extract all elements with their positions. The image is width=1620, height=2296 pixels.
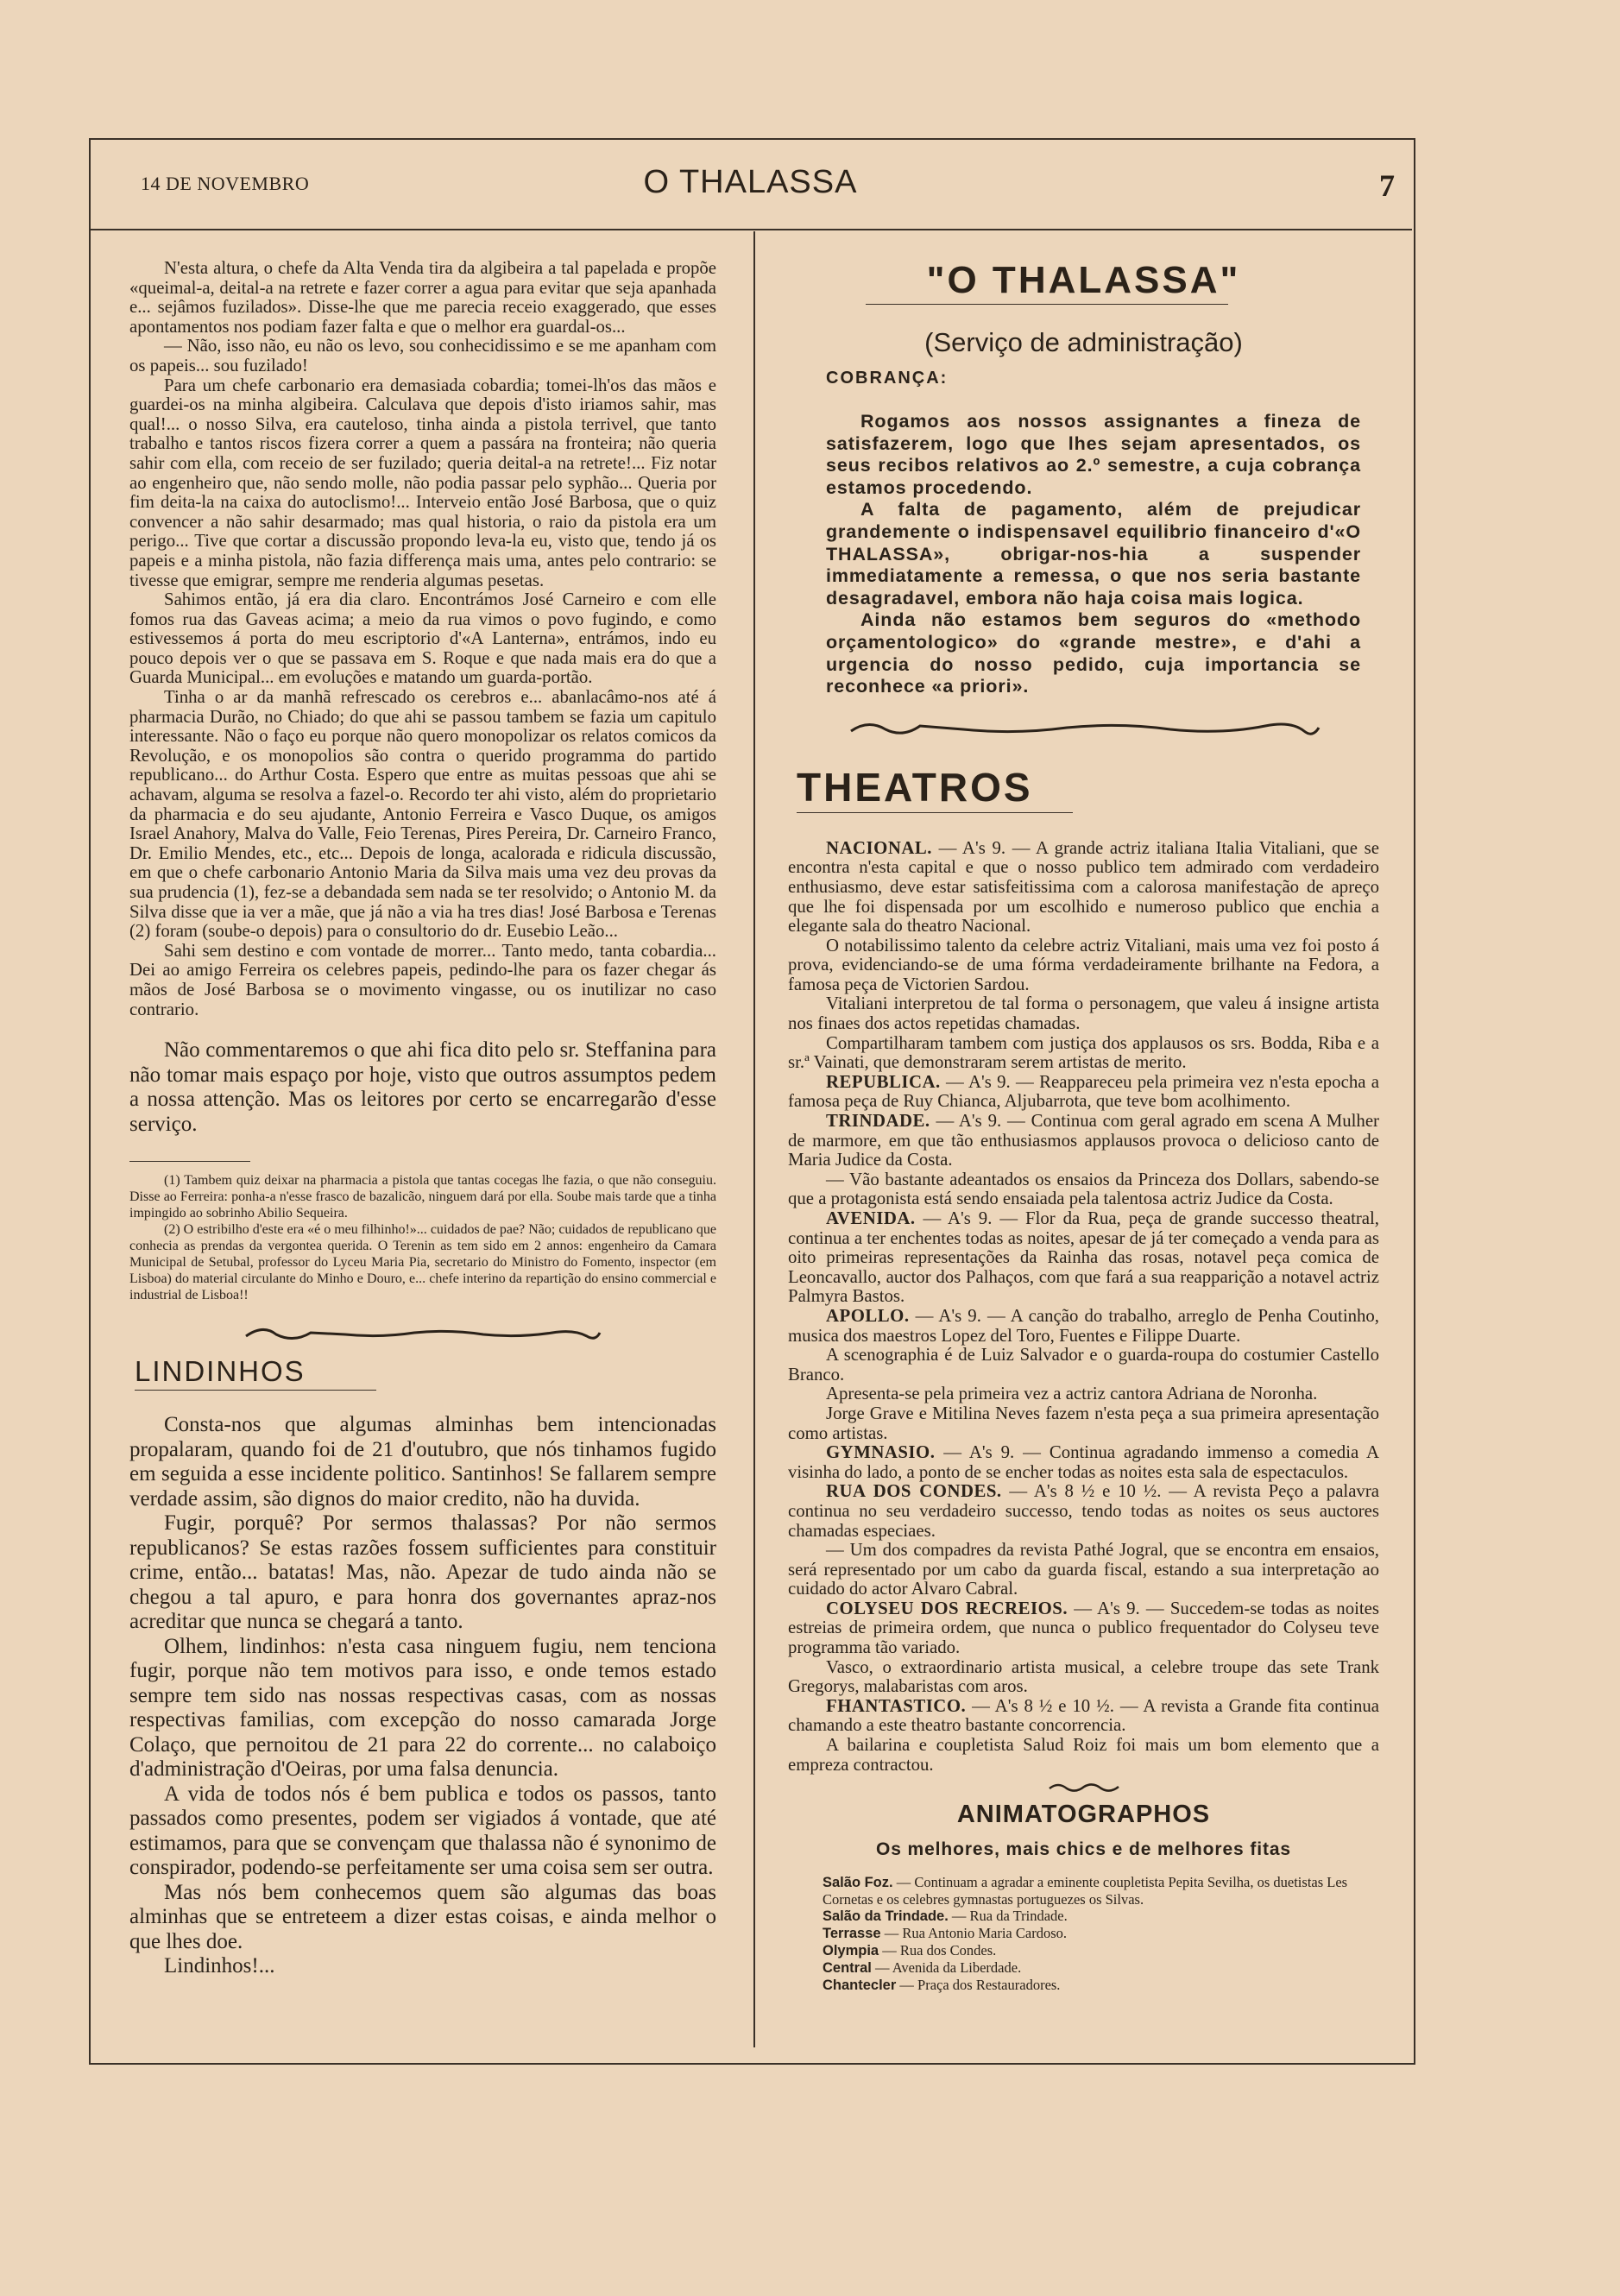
story-paragraph: Sahimos então, já era dia claro. Encontrámos José Carneiro e com elle fomos rua das Gaveas acima; a meio da rua vimos o povo fugindo, e como estivessemos á porta do meu escriptorio d'«A Lanterna», entrámos, indo eu pouco depois ver o que se passava em S. Roque e que nada mais era do que a Guarda Municipal... em evoluções e matando um guarda-portão. bbox=[129, 590, 716, 688]
lindinhos-paragraph: Mas nós bem conhecemos quem são algumas das boas alminhas que se entreteem a dizer estas coisas, e ainda melhor o que lhes doe. bbox=[129, 1880, 716, 1953]
theatre-listing bbox=[788, 1599, 1379, 1658]
theatre-listing bbox=[788, 1658, 1379, 1697]
footnote: (1) Tambem quiz deixar na pharmacia a pistola que tantas cocegas lhe fazia, o que não conseguiu. Disse ao Ferreira: ponha-a n'esse frasco de bazalicão, ninguem dará por ella. Soube mais tarde que a tinha impingido ao sobrinho Abilio Sequeira. bbox=[129, 1173, 716, 1221]
theatre-text: — Vão bastante adeantados os ensaios da Princeza dos Dollars, sabendo-se que a protagonista está sendo ensaiada pela talentosa actriz Judice da Costa. bbox=[788, 1169, 1379, 1209]
theatros-listings bbox=[788, 839, 1379, 1776]
theatre-text: — A's 9. — Continua agradando immenso a comedia A visinha do lado, a ponto de se encher todas as noites esta sala de espectaculos. bbox=[788, 1442, 1379, 1482]
theatre-text: — Um dos compadres da revista Pathé Jogral, que se encontra em ensaios, será representado por um cabo da guarda fiscal, estando a sua interpretação ao cuidado do actor Alvaro Cabral. bbox=[788, 1540, 1379, 1599]
animatographos-subtitle: Os melhores, mais chics e de melhores fitas bbox=[875, 1839, 1292, 1860]
theatre-listing bbox=[788, 1385, 1379, 1404]
theatre-listing bbox=[788, 839, 1379, 937]
lindinhos-paragraph: A vida de todos nós é bem publica e todos os passos, tanto passados como presentes, podem ser vigiados á vontade, que até estimamos, para que se convençam que thalassa não é synonimo de conspirador, podendo-se perfeitamente ser uma coisa sem ser outra. bbox=[129, 1782, 716, 1880]
theatre-name: AVENIDA. bbox=[826, 1208, 916, 1228]
notice-paragraph: A falta de pagamento, além de prejudicar grandemente o indispensavel equilibrio financeiro d'«O THALASSA», obrigar-nos-hia a suspender immediatamente a remessa, o que nos seria bastante desagradavel, embora não haja coisa mais logica. bbox=[826, 499, 1361, 609]
header-date: 14 DE NOVEMBRO bbox=[141, 173, 310, 194]
newspaper-title: O THALASSA bbox=[643, 164, 858, 200]
theatre-listing bbox=[788, 1404, 1379, 1443]
theatre-listing bbox=[788, 1346, 1379, 1385]
theatre-name: REPUBLICA. bbox=[826, 1071, 941, 1092]
cinema-entry bbox=[823, 1977, 1358, 1994]
notice-title: "O THALASSA" bbox=[926, 259, 1241, 301]
theatre-listing bbox=[788, 1034, 1379, 1073]
notice-paragraph: Ainda não estamos bem seguros do «methodo orçamentologico» do «grande mestre», e d'ahi a urgencia do nosso pedido, cuja importancia se reconhece «a priori». bbox=[826, 609, 1361, 697]
theatre-listing bbox=[788, 1443, 1379, 1482]
theatre-name: GYMNASIO. bbox=[826, 1442, 936, 1463]
theatre-text: — A's 9. — Continua com geral agrado em scena A Mulher de marmore, em que tão enthusiasmos applausos provoca o delicioso canto de Maria Judice da Costa. bbox=[788, 1111, 1379, 1170]
notice-paragraph: Rogamos aos nossos assignantes a fineza de satisfazerem, logo que lhes sejam apresentados, os seus recibos relativos ao 2.º semestre, a cuja cobrança estamos procedendo. bbox=[826, 411, 1361, 498]
cinema-name: Salão Foz. bbox=[823, 1875, 893, 1891]
cinema-text: — Avenida da Liberdade. bbox=[871, 1959, 1022, 1977]
theatre-text: Apresenta-se pela primeira vez a actriz cantora Adriana de Noronha. bbox=[826, 1384, 1318, 1404]
theatros-rule bbox=[797, 812, 1073, 813]
theatre-text: — A's 9. — Reappareceu pela primeira vez n'esta epocha a famosa peça de Ruy Chianca, Aljubarrota, que teve bom acolhimento. bbox=[788, 1071, 1379, 1112]
theatre-text: Jorge Grave e Mitilina Neves fazem n'esta peça a sua primeira apresentação como artistas. bbox=[788, 1403, 1379, 1443]
story-paragraph: N'esta altura, o chefe da Alta Venda tira da algibeira a tal papelada e propõe «queimal-a, deital-a na retrete e fazer correr a agua para evitar que seja apanhada e... sejâmos fuzilados». Disse-lhe que me parecia receio exaggerado, que esses apontamentos nos podiam fazer falta e que o melhor era guardal-os... bbox=[129, 258, 716, 337]
notice-subtitle: (Serviço de administração) bbox=[924, 327, 1243, 357]
comment-paragraph: Não commentaremos o que ahi fica dito pelo sr. Steffanina para não tomar mais espaço por hoje, visto que outros assumptos pedem a nossa attenção. Mas os leitores por certo se encarregarão d'esse serviço. bbox=[129, 1038, 716, 1136]
theatre-name: APOLLO. bbox=[826, 1305, 910, 1326]
theatre-text: — A's 9. — A grande actriz italiana Italia Vitaliani, que se encontra n'esta capital e que o nosso publico tem admirado com verdadeiro enthusiasmo, deve estar satisfeitissima com a calorosa manifestação de apreço que lhe foi dispensada por um escolhido e numeroso publico que enchia a elegante sala do theatro Nacional. bbox=[788, 837, 1379, 937]
animatographos-title: ANIMATOGRAPHOS bbox=[956, 1801, 1211, 1829]
theatre-name: NACIONAL. bbox=[826, 837, 932, 858]
theatre-text: Vitaliani interpretou de tal forma o personagem, que valeu á insigne artista nos finaes dos actos repetidas chamadas. bbox=[788, 993, 1379, 1034]
cinema-name: Olympia bbox=[823, 1943, 879, 1959]
theatre-listing bbox=[788, 994, 1379, 1033]
column-divider bbox=[753, 231, 755, 2047]
lindinhos-paragraph: Consta-nos que algumas alminhas bem intencionadas propalaram, quando foi de 21 d'outubro, que nós tinhamos fugido em seguida a esse incidente politico. Santinhos! Se fallarem sempre verdade assim, são dignos do maior credito, não ha duvida. bbox=[129, 1413, 716, 1511]
theatre-listing bbox=[788, 937, 1379, 995]
cinema-text: — Rua dos Condes. bbox=[879, 1942, 997, 1959]
theatre-listing bbox=[788, 1209, 1379, 1307]
ornament-divider bbox=[242, 1322, 604, 1345]
notice-body bbox=[826, 411, 1361, 698]
footnote: (2) O estribilho d'este era «é o meu filhinho!»... cuidados de pae? Não; cuidados de republicano que conhecia as prendas da vergontea querida. O Terenin as tem sido em 2 annos: engenheiro da Camara Municipal de Setubal, professor do Lyceu Maria Pia, secretario do Ministro do Fomento, inspector (em Lisboa) do material circulante do Minho e Douro, e... chefe interino da repartição do ensino commercial e industrial de Lisboa!! bbox=[129, 1222, 716, 1303]
theatre-text: Compartilharam tambem com justiça dos applausos os srs. Bodda, Riba e a sr.ª Vainati, que demonstraram serem artistas de merito. bbox=[788, 1032, 1379, 1073]
theatre-listing bbox=[788, 1697, 1379, 1736]
story-paragraph: Para um chefe carbonario era demasiada cobardia; tomei-lh'os das mãos e guardei-os na minha algibeira. Calculava que depois d'isto iriamos sahir, mas qual!... o nosso Silva, era cauteloso, tinha ainda a pistola terrivel, que tanto trabalho e tantos riscos fizera correr a quem a passára na fronteira; não queria sahir com ella, com receio de ser fuzilado; queria deital-a na retrete!... Fiz notar ao engenheiro que, não sendo molle, não podia passar pelo syphão... Queria por fim deita-la na caixa do autoclismo!... Interveio então José Barbosa, que o quiz convencer a não sahir desarmado; mas qual historia, o raio da pistola era um perigo... Tive que cortar a discussão propondo leva-la eu, visto que, tendo já os papeis e a minha pistola, não fazia differença mais uma, antes pelo contrario: se tivesse que emigrar, sempre me renderia algumas pesetas. bbox=[129, 375, 716, 590]
animatographos-list bbox=[823, 1874, 1358, 1994]
cinema-entry bbox=[823, 1925, 1358, 1942]
lindinhos-paragraph: Fugir, porquê? Por sermos thalassas? Por não sermos republicanos? Se estas razões fossem sufficientes para constituir crime, então... batatas! Mas, não. Apezar de tudo ainda não se chegou a tal apuro, e para honra dos governantes apraz-nos acreditar que nunca se chegará a tanto. bbox=[129, 1511, 716, 1634]
cinema-entry bbox=[823, 1908, 1358, 1925]
lindinhos-paragraph: Olhem, lindinhos: n'esta casa ninguem fugiu, nem tenciona fugir, porque não tem motivos para isso, e onde temos estado sempre tem sido nas nossas respectivas casas, com as nossas respectivas familias, com excepção do nosso camarada Jorge Colaço, que pernoitou de 21 para 22 do corrente... no calaboiço d'administração d'Oeiras, por uma falsa denuncia. bbox=[129, 1634, 716, 1782]
theatre-listing bbox=[788, 1307, 1379, 1346]
cinema-name: Salão da Trindade. bbox=[823, 1908, 949, 1925]
theatre-text: O notabilissimo talento da celebre actriz Vitaliani, mais uma vez foi posto á prova, evidenciando-se de uma fórma verdadeiramente brilhante na Fedora, a famosa peça de Victorien Sardou. bbox=[788, 935, 1379, 994]
cinema-text: — Praça dos Restauradores. bbox=[896, 1977, 1061, 1994]
theatre-listing bbox=[788, 1112, 1379, 1170]
theatre-text: — A's 8 ½ e 10 ½. — A revista Peço a palavra continua no seu verdadeiro successo, tendo todas as noites os seus auctores chamadas especiaes. bbox=[788, 1481, 1379, 1541]
theatros-title: THEATROS bbox=[797, 764, 1033, 810]
theatre-text: A bailarina e coupletista Salud Roiz foi mais um bom elemento que a empreza contractou. bbox=[788, 1735, 1379, 1775]
cinema-name: Central bbox=[823, 1960, 872, 1977]
theatre-text: — A's 9. — Succedem-se todas as noites estreias de primeira ordem, que nunca o publico frequentador do Colyseu teve programma tão variado. bbox=[788, 1598, 1379, 1658]
cobranca-label: COBRANÇA: bbox=[826, 369, 949, 388]
theatre-text: — A's 9. — Flor da Rua, peça de grande successo theatral, continua a ter enchentes todas as noites, apesar de já ter começado a venda para as oito primeiras representações da Rainha das rosas, notavel peça comica de Leoncavallo, auctor dos Palhaços, com que fará a sua reapparição a notavel actriz Palmyra Bastos. bbox=[788, 1208, 1379, 1307]
notice-title-rule bbox=[866, 304, 1228, 305]
theatre-text: Vasco, o extraordinario artista musical, a celebre troupe das sete Trank Gregorys, malabaristas com aros. bbox=[788, 1656, 1379, 1697]
cinema-name: Terrasse bbox=[823, 1926, 881, 1942]
theatre-listing bbox=[788, 1482, 1379, 1541]
theatre-listing bbox=[788, 1170, 1379, 1209]
theatre-name: TRINDADE. bbox=[826, 1111, 930, 1132]
cinema-name: Chantecler bbox=[823, 1977, 897, 1994]
cinema-text: — Rua Antonio Maria Cardoso. bbox=[880, 1925, 1067, 1942]
ornament-divider bbox=[842, 716, 1326, 741]
theatre-listing bbox=[788, 1541, 1379, 1599]
story-paragraph: Sahi sem destino e com vontade de morrer... Tanto medo, tanta cobardia... Dei ao amigo Ferreira os celebres papeis, pedindo-lhe para os fazer chegar ás mãos de José Barbosa se o movimento vingasse, ou os inutilizar no caso contrario. bbox=[129, 940, 716, 1019]
theatre-text: A scenographia é de Luiz Salvador e o guarda-roupa do costumier Castello Branco. bbox=[788, 1345, 1379, 1385]
theatre-name: FHANTASTICO. bbox=[826, 1695, 967, 1716]
page-number: 7 bbox=[1379, 168, 1395, 203]
page-header bbox=[89, 138, 1412, 230]
theatre-name: COLYSEU DOS RECREIOS. bbox=[826, 1598, 1068, 1618]
story-paragraph: — Não, isso não, eu não os levo, sou conhecidissimo e se me apanham com os papeis... sou fuzilado! bbox=[129, 336, 716, 375]
cinema-entry bbox=[823, 1874, 1358, 1908]
theatre-text: — A's 9. — A canção do trabalho, arreglo de Penha Coutinho, musica dos maestros Lopez del Toro, Fuentes e Filippe Duarte. bbox=[788, 1305, 1379, 1346]
left-column bbox=[129, 259, 716, 1979]
lindinhos-paragraph: Lindinhos!... bbox=[164, 1954, 275, 1978]
theatre-listing bbox=[788, 1736, 1379, 1775]
theatre-listing bbox=[788, 1073, 1379, 1112]
footnote-rule bbox=[129, 1161, 250, 1162]
cinema-entry bbox=[823, 1959, 1358, 1977]
lindinhos-text bbox=[129, 1413, 716, 1979]
story-text bbox=[129, 259, 716, 1019]
theatre-name: RUA DOS CONDES. bbox=[826, 1481, 1002, 1502]
story-paragraph: Tinha o ar da manhã refrescado os cerebros e... abanlacâmo-nos até á pharmacia Durão, no Chiado; do que ahi se passou tambem se fazia um capitulo interessante. Não o faço eu porque não quero monopolizar os relatos comicos da Revolução, e os monopolios são contra o querido programma do partido republicano... do Arthur Costa. Espero que entre as muitas pessoas que ahi se achavam, alguma se resolva a fazel-o. Recordo ter ahi visto, além do proprietario da pharmacia e do seu ajudante, Antonio Ferreira e Vasco Duque, os amigos Israel Anahory, Malva do Valle, Feio Terenas, Pires Pereira, Dr. Carneiro Franco, Dr. Emilio Mendes, etc., etc... Depois de longa, acalorada e ridicula discussão, em que o chefe carbonario Antonio Maria da Silva mais uma vez deu provas da sua prudencia (1), fez-se a debandada sem nada se ter resolvido; o Antonio M. da Silva disse que ia ver a mãe, que já não a via ha tres dias! José Barbosa e Terenas (2) foram (soube-o depois) para o consultorio do dr. Eusebio Leão... bbox=[129, 687, 716, 942]
cinema-text: — Rua da Trindade. bbox=[948, 1908, 1068, 1925]
theatre-text: — A's 8 ½ e 10 ½. — A revista a Grande fita continua chamando a este theatro bastante concorrencia. bbox=[788, 1695, 1379, 1736]
lindinhos-title: LINDINHOS bbox=[135, 1355, 376, 1391]
cinema-text: — Continuam a agradar a eminente coupletista Pepita Sevilha, os duetistas Les Cornetas e os celebres gymnastas portuguezes os Silvas. bbox=[823, 1874, 1348, 1908]
cinema-entry bbox=[823, 1942, 1358, 1959]
editor-comment bbox=[129, 1038, 716, 1137]
footnotes bbox=[129, 1172, 716, 1303]
small-ornament bbox=[1045, 1780, 1123, 1795]
right-column bbox=[788, 259, 1379, 1994]
